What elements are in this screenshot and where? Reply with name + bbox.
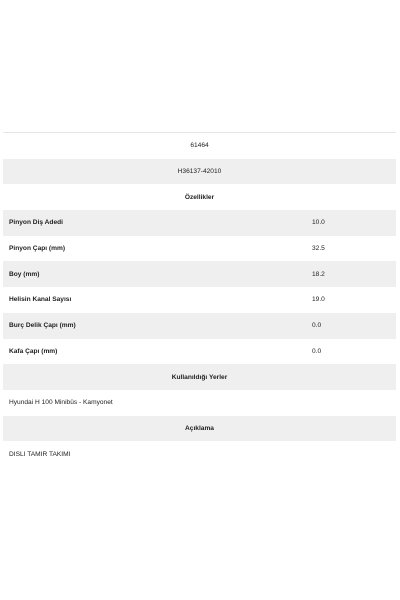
- oem-number: H36137-42010: [177, 168, 222, 176]
- feature-label: Burç Delik Çapı (mm): [9, 322, 76, 330]
- feature-label: Kafa Çapı (mm): [9, 347, 58, 355]
- product-code-row: [3, 133, 396, 159]
- usage-row: [3, 390, 396, 416]
- usage-heading: Kullanıldığı Yerler: [171, 373, 228, 381]
- features-heading: Özellikler: [184, 193, 215, 201]
- feature-value: 0.0: [312, 347, 322, 355]
- description-row: [3, 441, 396, 467]
- feature-row-pinion-teeth: [3, 210, 396, 236]
- feature-value: 10.0: [312, 219, 325, 227]
- feature-row-bushing-bore: [3, 313, 396, 339]
- usage-text: Hyundai H 100 Minibüs - Kamyonet: [9, 399, 113, 407]
- spec-table: [3, 132, 396, 467]
- features-heading-row: [3, 184, 396, 210]
- feature-row-pinion-diameter: [3, 236, 396, 262]
- feature-row-length: [3, 261, 396, 287]
- oem-number-row: [3, 159, 396, 185]
- feature-label: Pinyon Diş Adedi: [9, 219, 63, 227]
- feature-label: Boy (mm): [9, 270, 40, 278]
- feature-value: 19.0: [312, 296, 325, 304]
- description-heading: Açıklama: [185, 424, 214, 432]
- description-text: DISLI TAMIR TAKIMI: [9, 450, 71, 458]
- feature-value: 0.0: [312, 322, 322, 330]
- description-heading-row: [3, 416, 396, 442]
- usage-heading-row: [3, 364, 396, 390]
- feature-value: 32.5: [312, 245, 325, 253]
- feature-value: 18.2: [312, 270, 325, 278]
- product-code: 61464: [190, 142, 209, 150]
- feature-label: Helisin Kanal Sayısı: [9, 296, 72, 304]
- feature-row-helix-grooves: [3, 287, 396, 313]
- feature-label: Pinyon Çapı (mm): [9, 245, 66, 253]
- feature-row-head-diameter: [3, 339, 396, 365]
